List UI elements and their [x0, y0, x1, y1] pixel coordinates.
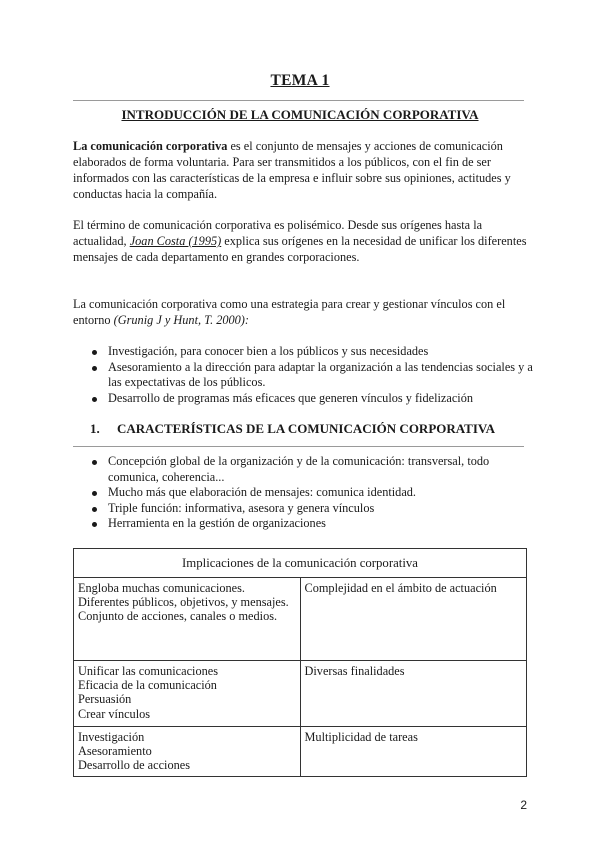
list-item: Mucho más que elaboración de mensajes: comunica identidad.: [88, 485, 533, 501]
table-cell-left: Investigación Asesoramiento Desarrollo de acciones: [74, 727, 301, 777]
list-item: Desarrollo de programas más eficaces que generen vínculos y fidelización: [88, 391, 538, 407]
strategy-text: La comunicación corporativa como una estrategia para crear y gestionar vínculos con el entorno: [73, 297, 506, 327]
bullet-icon: [92, 397, 97, 402]
characteristics-bullet-list: [88, 454, 533, 532]
page-number: 2: [520, 798, 527, 812]
bullet-icon: [92, 366, 97, 371]
list-item: Asesoramiento a la dirección para adaptar la organización a las tendencias sociales y a las expectativas de los públicos.: [88, 360, 538, 391]
strategy-bullet-list: [88, 344, 538, 406]
bullet-icon: [92, 522, 97, 527]
paragraph-polysemic: [73, 217, 535, 265]
definition-term: La comunicación corporativa: [73, 139, 228, 153]
list-item: Triple función: informativa, asesora y genera vínculos: [88, 501, 533, 517]
page-title: TEMA 1: [270, 72, 330, 89]
list-item: Concepción global de la organización y de la comunicación: transversal, todo comunica, coherencia...: [88, 454, 533, 485]
section-divider: [73, 446, 524, 447]
section-title: CARACTERÍSTICAS DE LA COMUNICACIÓN CORPORATIVA: [117, 421, 496, 436]
polysemic-text-before: El término de comunicación corporativa es polisémico. Desde sus orígenes hasta la actualidad,: [73, 218, 483, 248]
table-header: Implicaciones de la comunicación corporativa: [74, 549, 527, 578]
bullet-icon: [92, 350, 97, 355]
bullet-icon: [92, 507, 97, 512]
table-cell-right: Multiplicidad de tareas: [300, 727, 527, 777]
citation-grunig: (Grunig J y Hunt, T. 2000):: [113, 313, 250, 327]
paragraph-definition: [73, 138, 535, 202]
polysemic-text-after: explica sus orígenes en la necesidad de unificar los diferentes mensajes de cada departamento en grandes corporaciones.: [73, 234, 527, 264]
table-row: [74, 727, 527, 777]
table-cell-left: Unificar las comunicaciones Eficacia de la comunicación Persuasión Crear vínculos: [74, 661, 301, 727]
implications-table: [73, 548, 527, 777]
table-cell-right: Diversas finalidades: [300, 661, 527, 727]
list-item: Herramienta en la gestión de organizaciones: [88, 516, 533, 532]
table-row: [74, 578, 527, 661]
list-item: Investigación, para conocer bien a los públicos y sus necesidades: [88, 344, 538, 360]
bullet-icon: [92, 460, 97, 465]
section-heading: [90, 421, 495, 437]
citation-costa: Joan Costa (1995): [129, 234, 222, 248]
definition-text: es el conjunto de mensajes y acciones de comunicación elaborados de forma voluntaria. Para ser transmitidos a los públicos, con el fin de ser informados con las características de la empresa e influir sobre sus opiniones, actitudes y conductas hacia la compañía.: [73, 139, 511, 201]
bullet-icon: [92, 491, 97, 496]
table-row: [74, 661, 527, 727]
section-number: 1.: [90, 421, 100, 436]
paragraph-strategy: [73, 296, 535, 328]
table-cell-right: Complejidad en el ámbito de actuación: [300, 578, 527, 661]
title-divider: [73, 100, 524, 101]
table-cell-left: Engloba muchas comunicaciones. Diferentes públicos, objetivos, y mensajes. Conjunto de acciones, canales o medios.: [74, 578, 301, 661]
section-subtitle: INTRODUCCIÓN DE LA COMUNICACIÓN CORPORATIVA: [121, 107, 479, 122]
